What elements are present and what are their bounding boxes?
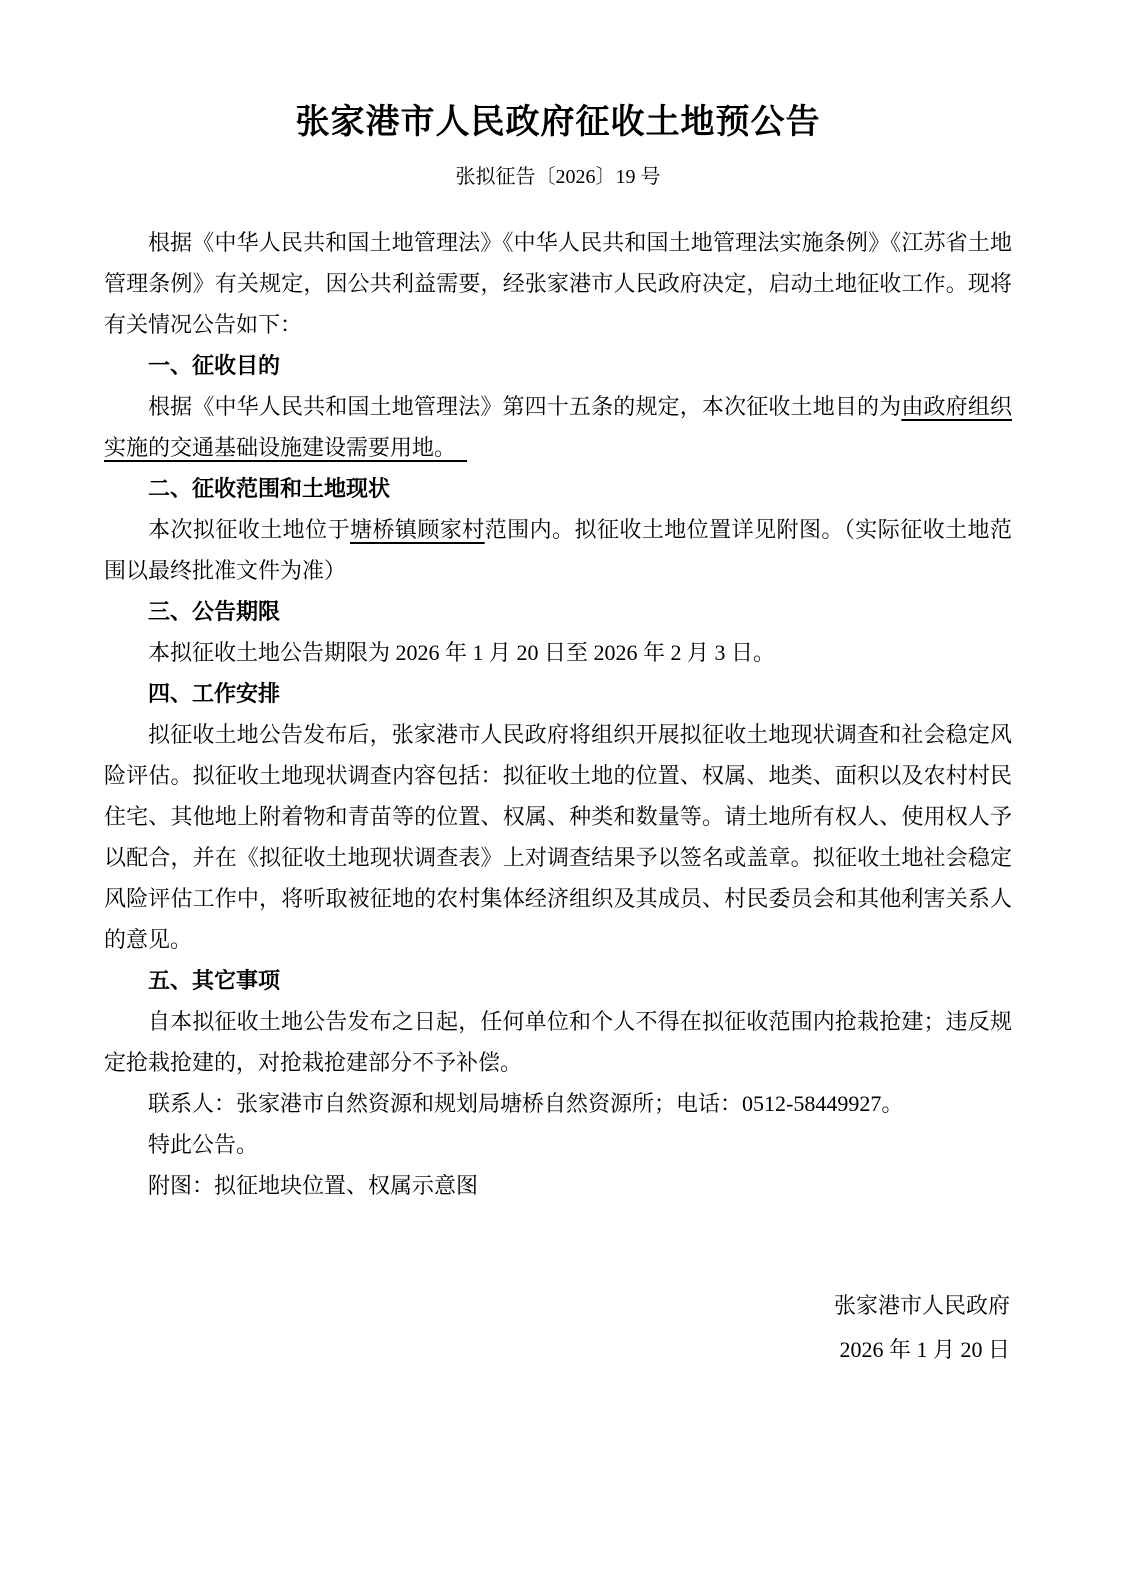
text-segment: 二、征收范围和土地现状 bbox=[148, 476, 391, 501]
text-segment: 自本拟征收土地公告发布之日起，任何单位和个人不得在拟征收范围内抢栽抢建；违反规定抢栽抢建的，对抢栽抢建部分不予补偿。 bbox=[104, 1009, 1012, 1075]
underlined-text: 塘桥镇顾家村 bbox=[350, 517, 485, 542]
page-title: 张家港市人民政府征收土地预公告 bbox=[295, 104, 821, 141]
doc-number: 张拟征告〔2026〕19 号 bbox=[455, 166, 661, 188]
paragraph bbox=[104, 222, 1012, 345]
text-segment: 附图：拟征地块位置、权属示意图 bbox=[148, 1173, 479, 1198]
text-segment: 四、工作安排 bbox=[148, 681, 281, 706]
text-segment: 联系人：张家港市自然资源和规划局塘桥自然资源所；电话：0512-58449927。 bbox=[148, 1091, 904, 1116]
paragraph bbox=[104, 632, 1012, 673]
section-heading bbox=[104, 960, 1012, 1001]
paragraph bbox=[104, 1001, 1012, 1083]
text-segment: 根据《中华人民共和国土地管理法》《中华人民共和国土地管理法实施条例》《江苏省土地管理条例》有关规定，因公共利益需要，经张家港市人民政府决定，启动土地征收工作。现将有关情况公告如下： bbox=[104, 230, 1012, 337]
paragraph bbox=[104, 386, 1012, 468]
paragraph bbox=[104, 714, 1012, 960]
text-segment: 三、公告期限 bbox=[148, 599, 281, 624]
text-segment: 拟征收土地公告发布后，张家港市人民政府将组织开展拟征收土地现状调查和社会稳定风险评估。拟征收土地现状调查内容包括：拟征收土地的位置、权属、地类、面积以及农村村民住宅、其他地上附着物和青苗等的位置、权属、种类和数量等。请土地所有权人、使用权人予以配合，并在《拟征收土地现状调查表》上对调查结果予以签名或盖章。拟征收土地社会稳定风险评估工作中，将听取被征地的农村集体经济组织及其成员、村民委员会和其他利害关系人的意见。 bbox=[104, 722, 1012, 952]
paragraph bbox=[104, 1165, 1012, 1206]
underlined-text: 由政府组织实施的交通基础设施建设需要用地。 bbox=[104, 394, 1012, 460]
section-heading bbox=[104, 673, 1012, 714]
paragraph bbox=[104, 1083, 1012, 1124]
paragraph bbox=[104, 509, 1012, 591]
text-segment: 本次拟征收土地位于 bbox=[148, 517, 351, 542]
text-segment: 五、其它事项 bbox=[148, 968, 281, 993]
signature-issuer: 张家港市人民政府 bbox=[833, 1293, 1010, 1318]
text-segment: 特此公告。 bbox=[148, 1132, 259, 1157]
signature-block bbox=[104, 1284, 1012, 1372]
text-segment: 本拟征收土地公告期限为 2026 年 1 月 20 日至 2026 年 2 月 3 日。 bbox=[148, 640, 776, 665]
signature-date: 2026 年 1 月 20 日 bbox=[839, 1337, 1010, 1362]
section-heading bbox=[104, 345, 1012, 386]
text-segment: 一、征收目的 bbox=[148, 353, 281, 378]
section-heading bbox=[104, 591, 1012, 632]
document-body bbox=[104, 222, 1012, 1206]
section-heading bbox=[104, 468, 1012, 509]
paragraph bbox=[104, 1124, 1012, 1165]
text-segment: 根据《中华人民共和国土地管理法》第四十五条的规定，本次征收土地目的为 bbox=[148, 394, 902, 419]
text-segment: 范围内。拟征收土地位置详见附图。（实际征收土地范围以最终批准文件为准） bbox=[104, 517, 1012, 583]
